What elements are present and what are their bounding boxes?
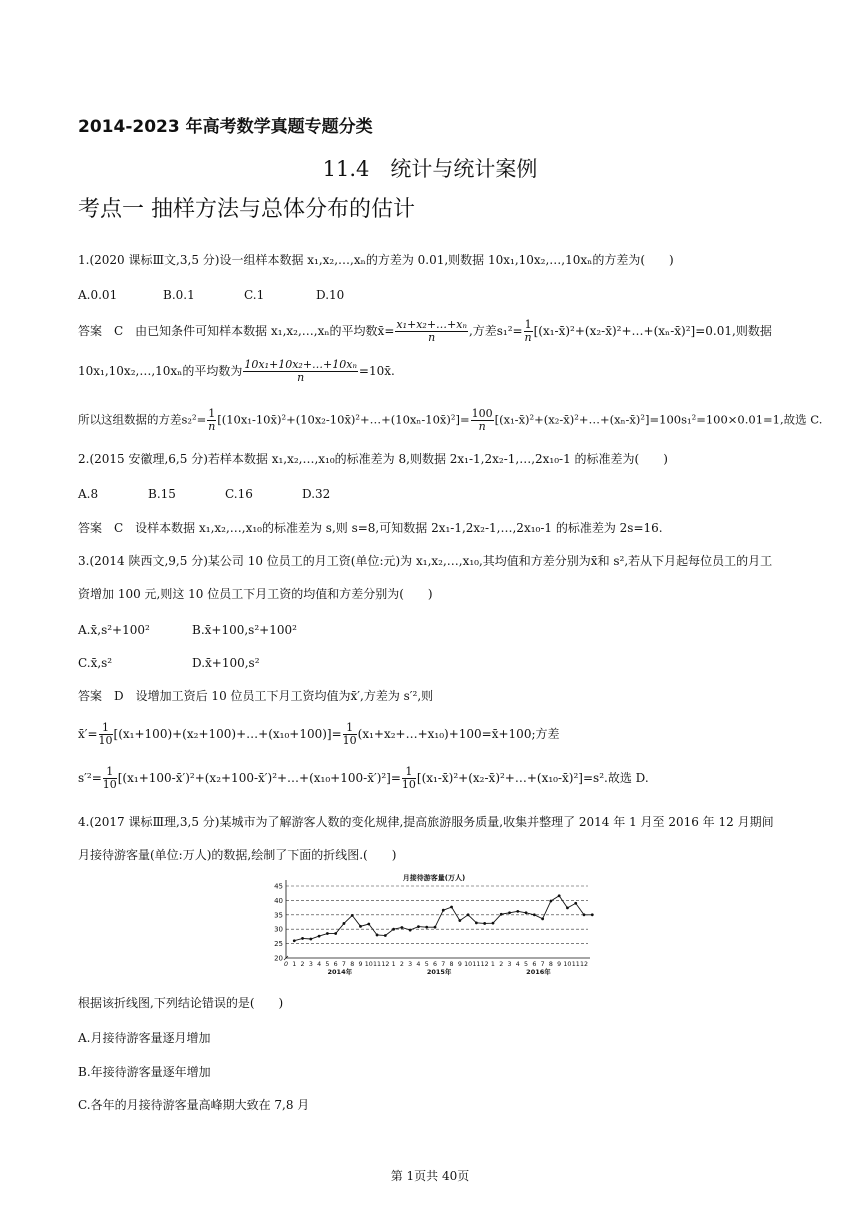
data-point	[334, 932, 337, 935]
q1-answer-line1: 答案 C 由已知条件可知样本数据 x₁,x₂,…,xₙ的平均数x̄= $\frac{\text{x₁+x₂+…+xₙ}}{n}$ ,方差s₁²= $\frac{1}{n}$ [(x₁-x̄)²+(x₂-x̄)²+…+(xₙ-x̄)²]=0.01,则数据	[78, 318, 772, 344]
q1-answer-text: 答案 C 由已知条件可知样本数据 x₁,x₂,…,xₙ的平均数x̄=	[78, 324, 395, 338]
data-point	[467, 913, 470, 916]
x-tick-label: 6	[333, 961, 338, 968]
q1-option-a: A.0.01	[78, 288, 118, 302]
q1-option-b: B.0.1	[163, 288, 195, 302]
data-point	[558, 894, 561, 897]
data-point	[301, 937, 304, 940]
x-tick-label: 10	[364, 961, 373, 968]
x-tick-label: 12	[579, 961, 589, 968]
data-point	[442, 909, 445, 912]
data-point	[475, 921, 478, 924]
q2-option-a: A.8	[78, 487, 99, 501]
y-tick-label: 40	[274, 896, 283, 905]
q3-option-a: A.x̄,s²+100²	[78, 623, 150, 637]
x-tick-label: 4	[317, 961, 322, 968]
year-labels	[328, 967, 552, 976]
q1-answer-line3: 所以这组数据的方差s₂²= $\frac{1}{n}$ [(10x₁-10x̄)²+(10x₂-10x̄)²+…+(10xₙ-10x̄)²]= $\frac{100}{n}$ [(x₁-x̄)²+(x₂-x̄)²+…+(xₙ-x̄)²]=100s₁²=100×0.01=1,故选 C.	[78, 407, 823, 433]
fraction: $\frac{1}{n}$	[208, 407, 216, 433]
q4-option-b: B.年接待游客量逐年增加	[78, 1065, 211, 1079]
document-title: 2014-2023 年高考数学真题专题分类	[78, 117, 373, 137]
x-tick-label: 12	[480, 961, 489, 968]
x-tick-label: 11	[472, 961, 481, 968]
data-point	[574, 902, 577, 905]
data-point	[392, 928, 395, 931]
q3-answer-line1: 答案 D 设增加工资后 10 位员工下月工资均值为x̄′,方差为 s′²,则	[78, 689, 434, 703]
data-point	[384, 934, 387, 937]
q3-answer-line2: x̄′= $\frac{1}{10}$ [(x₁+100)+(x₂+100)+…+(x₁₀+100)]= $\frac{1}{10}$ (x₁+x₂+…+x₁₀)+100=x̄+100;方差	[78, 721, 560, 747]
x-tick-label: 8	[350, 961, 355, 968]
x-tick-label: 11	[571, 961, 580, 968]
x-tick-label: 11	[373, 961, 382, 968]
x-tick-label: 3	[308, 961, 313, 968]
data-point	[400, 926, 403, 929]
data-point	[359, 925, 362, 928]
x-tick-label: 9	[557, 961, 562, 968]
data-point	[541, 917, 544, 920]
x-tick-label: 5	[524, 961, 529, 968]
x-tick-label: 1	[490, 961, 495, 968]
x-tick-label: 5	[424, 961, 429, 968]
q4-option-a: A.月接待游客量逐月增加	[78, 1031, 211, 1045]
x-tick-label: 8	[548, 961, 553, 968]
fraction: $\frac{1}{10}$	[102, 765, 117, 791]
x-tick-label: 1	[391, 961, 396, 968]
chart-axes	[284, 880, 590, 960]
y-tick-label: 35	[274, 911, 283, 920]
fraction: $\frac{\text{x₁+x₂+…+xₙ}}{n}$	[396, 318, 467, 344]
page-footer: 第 1页共 40页	[390, 1169, 470, 1183]
y-tick-label: 25	[274, 940, 283, 949]
x-tick-label: 9	[457, 961, 462, 968]
data-point	[367, 923, 370, 926]
y-tick-labels	[274, 883, 283, 963]
x-tick-label: 6	[532, 961, 537, 968]
data-point	[309, 938, 312, 941]
q2-answer: 答案 C 设样本数据 x₁,x₂,…,x₁₀的标准差为 s,则 s=8,可知数据 2x₁-1,2x₂-1,…,2x₁₀-1 的标准差为 2s=16.	[78, 521, 663, 535]
x-tick-label: 7	[540, 961, 545, 968]
data-point	[425, 926, 428, 929]
q4-prompt: 根据该折线图,下列结论错误的是( )	[78, 996, 284, 1010]
q3-answer-line3: s′²= $\frac{1}{10}$ [(x₁+100-x̄′)²+(x₂+100-x̄′)²+…+(x₁₀+100-x̄′)²]= $\frac{1}{10}$ [(x₁-x̄)²+(x₂-x̄)²+…+(x₁₀-x̄)²]=s².故选 D.	[78, 765, 649, 791]
x-tick-label: 7	[341, 961, 346, 968]
x-tick-label: 2	[399, 961, 404, 968]
q1-answer-line2: 10x₁,10x₂,…,10xₙ的平均数为 $\frac{\text{10x₁+10x₂+…+10xₙ}}{n}$ =10x̄.	[78, 358, 395, 384]
x-tick-label: 0	[283, 961, 289, 968]
data-point	[376, 934, 379, 937]
series-line	[294, 896, 592, 941]
year-label: 2014年	[327, 968, 353, 976]
x-tick-label: 9	[358, 961, 363, 968]
data-point	[318, 935, 321, 938]
data-point	[434, 926, 437, 929]
q3-option-d: D.x̄+100,s²	[192, 656, 260, 670]
section-title: 11.4 统计与统计案例	[322, 157, 538, 181]
x-tick-label: 5	[325, 961, 330, 968]
visitor-line-chart	[266, 872, 596, 982]
data-point	[326, 932, 329, 935]
q3-option-c: C.x̄,s²	[78, 656, 113, 670]
q1-option-c: C.1	[244, 288, 265, 302]
x-tick-label: 1	[292, 961, 297, 968]
data-point	[417, 925, 420, 928]
y-tick-label: 20	[274, 954, 283, 963]
q1-stem: 1.(2020 课标Ⅲ文,3,5 分)设一组样本数据 x₁,x₂,…,xₙ的方差为 0.01,则数据 10x₁,10x₂,…,10xₙ的方差为( )	[78, 253, 674, 267]
x-tick-label: 3	[408, 961, 413, 968]
x-tick-label: 4	[515, 961, 520, 968]
data-point	[500, 913, 503, 916]
q3-option-b: B.x̄+100,s²+100²	[192, 623, 297, 637]
x-tick-label: 2	[499, 961, 504, 968]
fraction: $\frac{1}{10}$	[401, 765, 416, 791]
data-point	[492, 922, 495, 925]
x-tick-label: 8	[449, 961, 454, 968]
chart-grid	[286, 886, 588, 944]
data-point	[549, 900, 552, 903]
data-point	[591, 913, 594, 916]
data-points	[293, 894, 594, 942]
x-tick-label: 7	[441, 961, 446, 968]
x-tick-labels	[284, 961, 588, 968]
fraction: $\frac{1}{10}$	[342, 721, 357, 747]
data-point	[409, 929, 412, 932]
q4-stem-line2: 月接待游客量(单位:万人)的数据,绘制了下面的折线图.( )	[78, 848, 397, 862]
year-label: 2015年	[426, 968, 452, 976]
fraction: $\frac{1}{10}$	[98, 721, 113, 747]
fraction: $\frac{1}{n}$	[524, 318, 532, 344]
q3-stem-line2: 资增加 100 元,则这 10 位员工下月工资的均值和方差分别为( )	[78, 587, 433, 601]
data-point	[351, 914, 354, 917]
data-point	[293, 939, 296, 942]
fraction: $\frac{100}{n}$	[471, 407, 493, 433]
q1-option-d: D.10	[316, 288, 345, 302]
q2-option-d: D.32	[302, 487, 331, 501]
chart-title: 月接待游客量(万人)	[402, 874, 466, 882]
year-label: 2016年	[526, 968, 551, 976]
data-point	[525, 911, 528, 914]
q4-stem-line1: 4.(2017 课标Ⅲ理,3,5 分)某城市为了解游客人数的变化规律,提高旅游服务质量,收集并整理了 2014 年 1 月至 2016 年 12 月期间	[78, 815, 774, 829]
q4-option-c: C.各年的月接待游客量高峰期大致在 7,8 月	[78, 1098, 310, 1112]
data-point	[583, 913, 586, 916]
data-point	[450, 906, 453, 909]
x-tick-label: 2	[300, 961, 305, 968]
topic-title: 考点一 抽样方法与总体分布的估计	[78, 197, 415, 222]
data-point	[566, 906, 569, 909]
data-point	[343, 922, 346, 925]
fraction: $\frac{\text{10x₁+10x₂+…+10xₙ}}{n}$	[244, 358, 357, 384]
x-tick-label: 10	[563, 961, 572, 968]
q3-stem-line1: 3.(2014 陕西文,9,5 分)某公司 10 位员工的月工资(单位:元)为 x₁,x₂,…,x₁₀,其均值和方差分别为x̄和 s²,若从下月起每位员工的月工	[78, 554, 773, 568]
x-tick-label: 3	[507, 961, 512, 968]
x-tick-label: 6	[432, 961, 438, 968]
q2-option-b: B.15	[148, 487, 176, 501]
x-tick-label: 12	[381, 961, 390, 968]
data-point	[483, 922, 486, 925]
data-point	[508, 911, 511, 914]
q2-option-c: C.16	[225, 487, 253, 501]
x-tick-label: 10	[464, 961, 473, 968]
y-tick-label: 45	[274, 882, 283, 891]
q2-stem: 2.(2015 安徽理,6,5 分)若样本数据 x₁,x₂,…,x₁₀的标准差为 8,则数据 2x₁-1,2x₂-1,…,2x₁₀-1 的标准差为( )	[78, 452, 668, 466]
x-tick-label: 4	[416, 961, 421, 968]
y-tick-label: 30	[274, 925, 283, 934]
data-point	[533, 913, 536, 916]
data-point	[458, 919, 461, 922]
data-point	[516, 910, 519, 913]
